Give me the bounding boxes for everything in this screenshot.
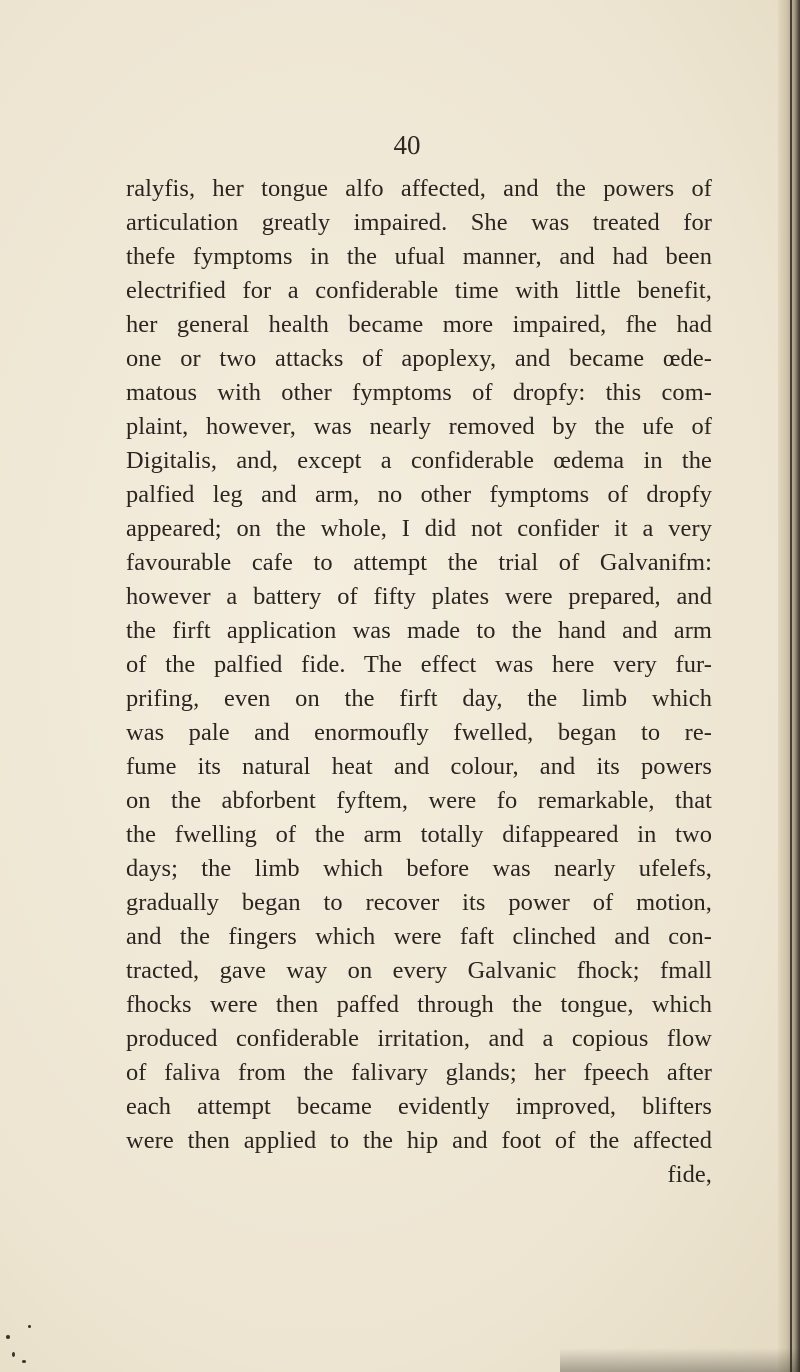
text-line: days; the limb which before was nearly ufelefs, — [126, 855, 712, 882]
text-line: one or two attacks of apoplexy, and became œde- — [126, 345, 712, 372]
text-line: ralyfis, her tongue alfo affected, and the powers of — [126, 175, 712, 202]
text-line: articulation greatly impaired. She was treated for — [126, 209, 712, 236]
text-line: and the fingers which were faft clinched and con- — [126, 923, 712, 950]
text-line: the fwelling of the arm totally difappeared in two — [126, 821, 712, 848]
text-line: matous with other fymptoms of dropfy: this com- — [126, 379, 712, 406]
text-line: gradually began to recover its power of motion, — [126, 889, 712, 916]
text-line: thefe fymptoms in the ufual manner, and had been — [126, 243, 712, 270]
text-line: fhocks were then paffed through the tongue, which — [126, 991, 712, 1018]
page-shadow — [560, 1348, 800, 1372]
text-line: on the abforbent fyftem, were fo remarkable, that — [126, 787, 712, 814]
ink-speck — [28, 1325, 31, 1328]
text-line: palfied leg and arm, no other fymptoms of dropfy — [126, 481, 712, 508]
ink-speck — [12, 1352, 15, 1357]
page-edge — [778, 0, 800, 1372]
body-text — [126, 172, 712, 1192]
page-edge-line — [790, 0, 792, 1372]
text-line: her general health became more impaired, fhe had — [126, 311, 712, 338]
text-line: were then applied to the hip and foot of the affected — [126, 1127, 712, 1154]
text-line: favourable cafe to attempt the trial of Galvanifm: — [126, 549, 712, 576]
text-line: each attempt became evidently improved, blifters — [126, 1093, 712, 1120]
text-line: appeared; on the whole, I did not confider it a very — [126, 515, 712, 542]
ink-speck — [6, 1335, 10, 1339]
ink-speck — [22, 1360, 26, 1363]
text-line: fume its natural heat and colour, and its powers — [126, 753, 712, 780]
text-line: tracted, gave way on every Galvanic fhock; fmall — [126, 957, 712, 984]
text-line: was pale and enormoufly fwelled, began to re- — [126, 719, 712, 746]
text-line: plaint, however, was nearly removed by the ufe of — [126, 413, 712, 440]
text-line: however a battery of fifty plates were prepared, and — [126, 583, 712, 610]
catchword: fide, — [667, 1161, 712, 1188]
text-line: prifing, even on the firft day, the limb which — [126, 685, 712, 712]
text-line: of faliva from the falivary glands; her fpeech after — [126, 1059, 712, 1086]
page-number: 40 — [393, 130, 421, 160]
text-line: of the palfied fide. The effect was here very fur- — [126, 651, 712, 678]
text-line: the firft application was made to the hand and arm — [126, 617, 712, 644]
text-line: Digitalis, and, except a confiderable œdema in the — [126, 447, 712, 474]
text-line: produced confiderable irritation, and a copious flow — [126, 1025, 712, 1052]
text-line: electrified for a confiderable time with little benefit, — [126, 277, 712, 304]
